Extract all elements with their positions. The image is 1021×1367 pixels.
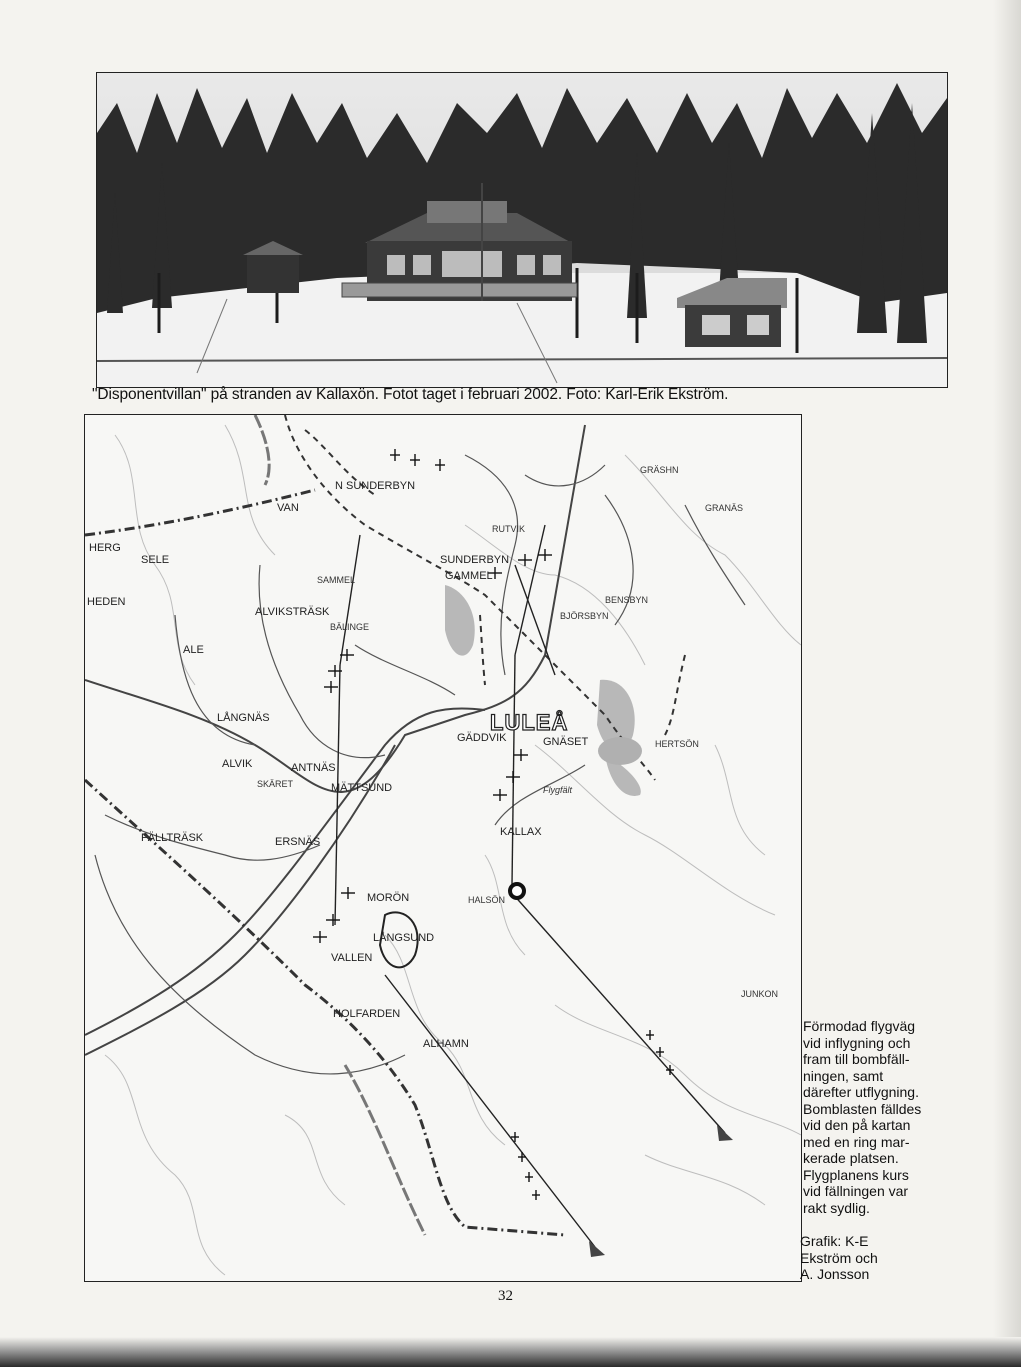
map-label: ALE (183, 644, 204, 656)
map-label: ERSNÄS (275, 836, 321, 848)
description-line: Förmodad flygväg (803, 1018, 916, 1034)
description-line: Flygplanens kurs (803, 1166, 909, 1183)
map-label: GÄDDVIK (457, 732, 507, 744)
description-line: fram till bombfäll- (803, 1051, 910, 1067)
map-label: BÄLINGE (330, 622, 370, 632)
map-illustration (85, 415, 801, 1281)
villa-photo-illustration (97, 73, 947, 387)
map-label: SAMMEL (317, 575, 356, 585)
map-label: GAMMEL (445, 570, 493, 582)
map-label: LÅNGNÄS (217, 712, 270, 724)
flight-path-arrows (589, 1125, 733, 1257)
secondary-roads (95, 455, 745, 1074)
map-label: N SUNDERBYN (335, 480, 416, 492)
map-label: ALVIKSTRÄSK (255, 606, 330, 618)
description-line: vid inflygning och (803, 1034, 911, 1051)
map-label: RUTVIK (492, 524, 526, 534)
map-label: FÄLLTRÄSK (141, 832, 204, 844)
map-label: BENSBYN (605, 595, 649, 605)
credit-line: Ekström och (800, 1249, 878, 1266)
credit-line: Grafik: K-E (800, 1233, 869, 1249)
map-label: GRANÄS (705, 503, 744, 513)
description-line: därefter utflygning. (803, 1084, 919, 1100)
description-line: med en ring mar- (803, 1133, 910, 1150)
description-line: rakt sydlig. (803, 1199, 870, 1216)
description-line: vid fällningen var (803, 1183, 909, 1199)
map-label: GNÄSET (543, 736, 589, 748)
map-label: MORÖN (367, 892, 410, 904)
map-label: ALHAMN (423, 1038, 469, 1050)
map-label: VALLEN (331, 952, 373, 964)
map-label: HEDEN (87, 596, 126, 608)
city-shaded-area (598, 737, 642, 765)
map-label: KALLAX (500, 826, 542, 838)
credit-line: A. Jonsson (800, 1266, 870, 1282)
map-label: SELE (141, 554, 170, 566)
page-edge-shadow (993, 0, 1021, 1367)
description-line: Bomblasten fälldes (803, 1100, 922, 1117)
description-line: kerade platsen. (803, 1150, 899, 1166)
flight-path-map (84, 414, 802, 1282)
map-label: HOLFARDEN (333, 1008, 401, 1020)
map-label: GRÄSHN (640, 465, 679, 475)
map-label: HALSÖN (468, 895, 506, 905)
map-label: SUNDERBYN (440, 554, 510, 566)
map-label: VAN (277, 502, 299, 514)
page-number: 32 (498, 1288, 513, 1304)
map-label: JUNKON (741, 989, 779, 999)
map-label: Flygfält (543, 785, 573, 795)
luleå-city-label: LULEÅ (490, 710, 569, 735)
map-label: BJÖRSBYN (560, 611, 609, 621)
flight-path-description (803, 1018, 943, 1216)
map-label: HERG (89, 542, 121, 554)
villa-photograph (96, 72, 948, 388)
bomb-drop-ring-marker (510, 884, 524, 898)
flight-path-lines (335, 525, 725, 1247)
description-line: ningen, samt (803, 1067, 884, 1084)
map-label: SKÄRET (257, 779, 294, 789)
map-label: LÅNGSUND (373, 932, 435, 944)
hatched-ridge (255, 415, 425, 1235)
coastline-contours (105, 425, 801, 1275)
shaded-land-areas (445, 585, 641, 796)
map-place-labels (87, 465, 778, 1050)
graphic-credit (800, 1233, 940, 1283)
description-line: vid den på kartan (803, 1117, 911, 1133)
map-label: MÄTTSUND (331, 782, 393, 794)
page-bottom-edge (0, 1337, 1021, 1367)
map-label: ANTNÄS (291, 762, 336, 774)
photo-caption: "Disponentvillan" på stranden av Kallaxön. Fotot taget i februari 2002. Foto: Karl-Erik Ekström. (92, 386, 729, 403)
map-label: ALVIK (222, 758, 253, 770)
map-label: HERTSÖN (655, 739, 699, 749)
